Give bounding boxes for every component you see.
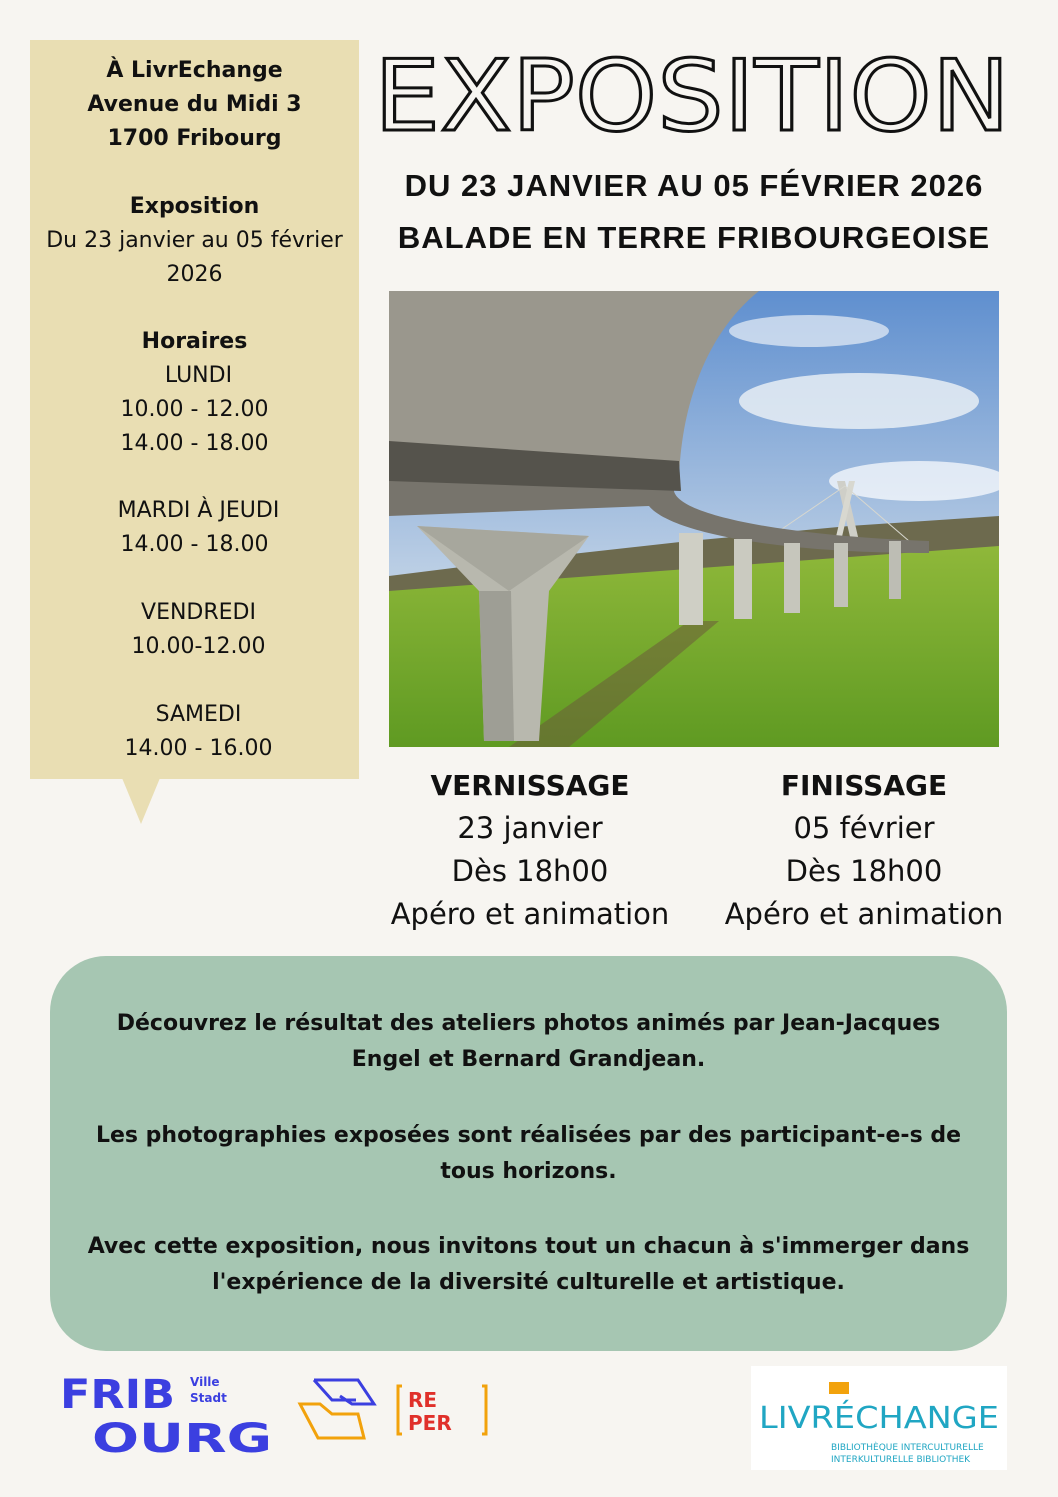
livrechange-subtitle: BIBLIOTHÈQUE INTERCULTURELLE (831, 1443, 984, 1453)
exhibition-dates: DU 23 JANVIER AU 05 FÉVRIER 2026 (404, 168, 984, 203)
fribourg-logo (60, 1368, 280, 1458)
info-panel (30, 40, 359, 779)
vernissage-time: Dès 18h00 (451, 854, 609, 888)
expo-dates-year: 2026 (166, 262, 223, 287)
finissage-block (714, 764, 1014, 936)
bridge-photo (389, 291, 999, 747)
svg-text:Ville: Ville (190, 1375, 220, 1389)
schedule-time: 14.00 - 18.00 (120, 431, 269, 456)
svg-text:PER: PER (408, 1411, 452, 1435)
livrechange-subtitle: INTERKULTURELLE BIBLIOTHEK (831, 1455, 971, 1465)
schedule-day: SAMEDI (155, 702, 242, 727)
expo-dates: Du 23 janvier au 05 février (46, 228, 343, 253)
location-name: À LivrEchange (106, 58, 283, 83)
schedule-time: 14.00 - 18.00 (120, 532, 269, 557)
schedule-day: VENDREDI (141, 600, 256, 625)
page-title (372, 48, 1012, 138)
vernissage-note: Apéro et animation (390, 897, 670, 931)
speech-bubble-tail (122, 778, 160, 824)
hours-heading: Horaires (141, 329, 248, 354)
finissage-time: Dès 18h00 (785, 854, 943, 888)
svg-text:RE: RE (408, 1388, 438, 1412)
description-text: Découvrez le résultat des ateliers photos animés par Jean-Jacques (116, 1011, 941, 1036)
location-city: 1700 Fribourg (107, 126, 282, 151)
exhibition-subtitle: BALADE EN TERRE FRIBOURGEOISE (397, 220, 991, 255)
schedule-day: MARDI À JEUDI (117, 498, 280, 523)
vernissage-block (380, 764, 680, 936)
finissage-note: Apéro et animation (724, 897, 1004, 931)
location-street: Avenue du Midi 3 (87, 92, 302, 117)
schedule-time: 14.00 - 16.00 (124, 736, 273, 761)
finissage-title: FINISSAGE (780, 769, 948, 802)
description-text: l'expérience de la diversité culturelle et artistique. (212, 1270, 845, 1295)
schedule-time: 10.00-12.00 (131, 634, 266, 659)
hands-logo (296, 1374, 378, 1444)
finissage-date: 05 février (793, 811, 935, 845)
schedule-day: LUNDI (164, 363, 233, 388)
livrechange-logo (751, 1366, 1007, 1470)
svg-text:FRIB: FRIB (60, 1372, 175, 1418)
description-text: Les photographies exposées sont réalisées par des participant-e-s de (95, 1123, 961, 1148)
description-text: Avec cette exposition, nous invitons tout un chacun à s'immerger dans (87, 1234, 970, 1259)
description-text: tous horizons. (440, 1159, 617, 1184)
description-text: Engel et Bernard Grandjean. (351, 1047, 706, 1072)
vernissage-date: 23 janvier (457, 811, 603, 845)
svg-text:OURG: OURG (92, 1416, 272, 1458)
livrechange-wordmark: LIVRÉCHANGE (759, 1401, 974, 1436)
svg-text:EXPOSITION: EXPOSITION (374, 48, 1010, 138)
vernissage-title: VERNISSAGE (430, 769, 630, 802)
description-box (50, 956, 1007, 1351)
schedule-time: 10.00 - 12.00 (120, 397, 269, 422)
expo-heading: Exposition (129, 194, 260, 219)
reper-logo (396, 1384, 488, 1436)
svg-text:Stadt: Stadt (190, 1391, 227, 1405)
